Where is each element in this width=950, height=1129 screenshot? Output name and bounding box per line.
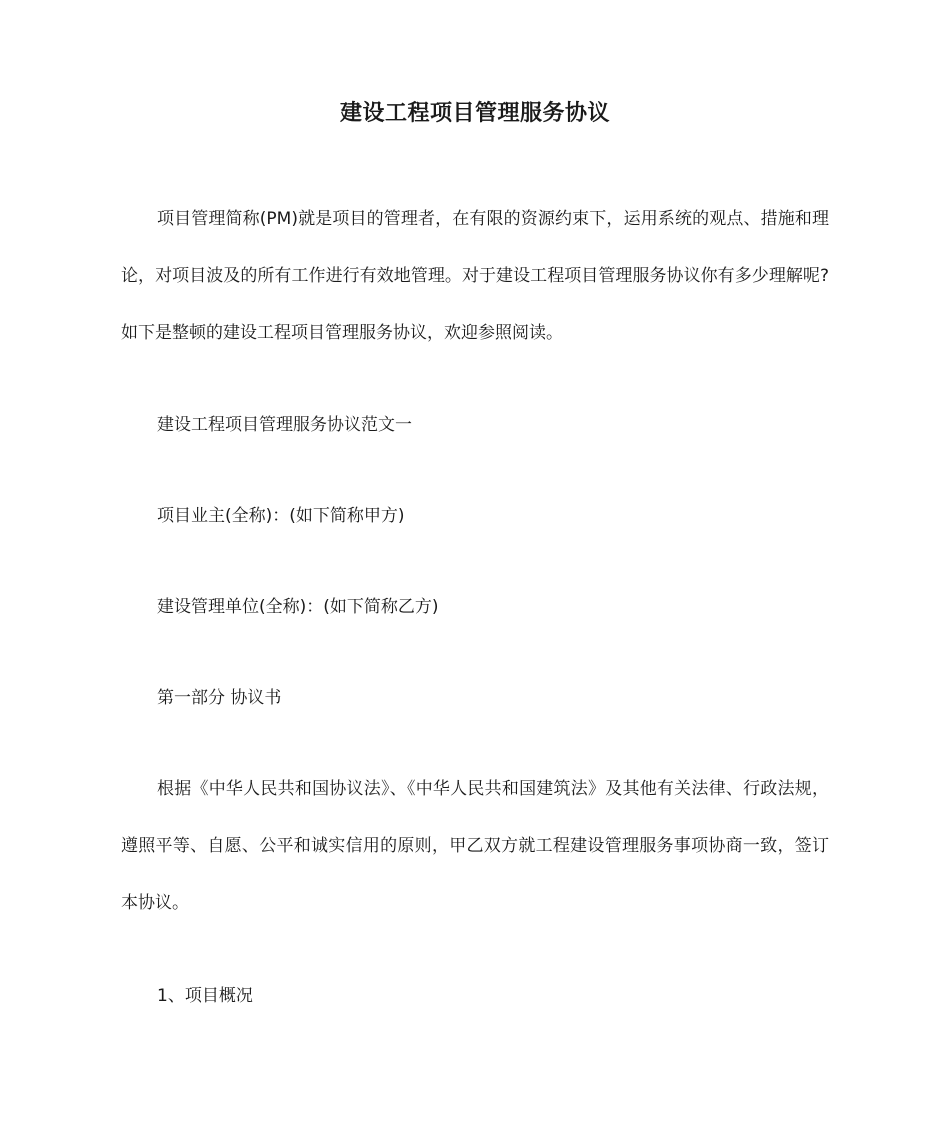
intro-paragraph: 项目管理简称(PM)就是项目的管理者，在有限的资源约束下，运用系统的观点、措施和理论，对项目波及的所有工作进行有效地管理。对于建设工程项目管理服务协议你有多少理解呢?如下是整顿的建设工程项目管理服务协议，欢迎参照阅读。 bbox=[121, 209, 829, 343]
sample-heading: 建设工程项目管理服务协议范文一 bbox=[157, 415, 412, 435]
section-1-heading: 1、项目概况 bbox=[157, 986, 253, 1006]
basis-paragraph: 根据《中华人民共和国协议法》、《中华人民共和国建筑法》及其他有关法律、行政法规，遵照平等、自愿、公平和诚实信用的原则，甲乙双方就工程建设管理服务事项协商一致，签订本协议。 bbox=[121, 779, 829, 913]
part-one-heading: 第一部分 协议书 bbox=[157, 688, 282, 708]
party-a-line: 项目业主(全称)：(如下简称甲方) bbox=[157, 506, 405, 526]
document-title: 建设工程项目管理服务协议 bbox=[339, 101, 610, 126]
party-b-line: 建设管理单位(全称)：(如下简称乙方) bbox=[157, 597, 439, 617]
